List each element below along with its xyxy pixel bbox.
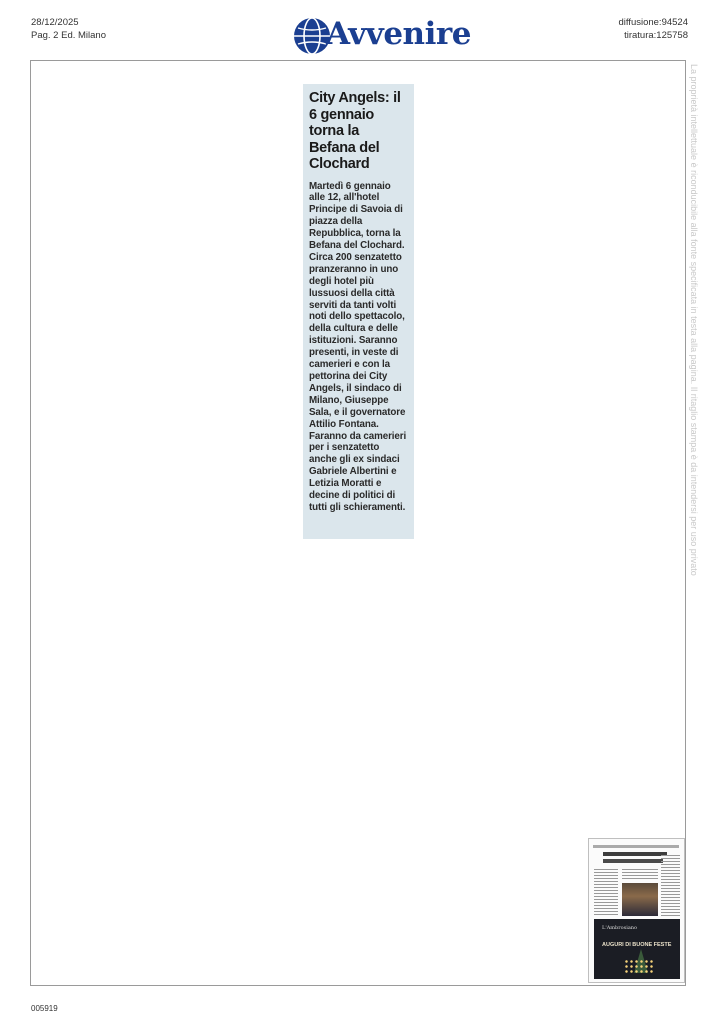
footer-code: 005919 [31, 1004, 58, 1013]
diffusione: diffusione:94524 [618, 17, 688, 28]
thumbnail-photo [622, 883, 658, 916]
avvenire-logo [292, 12, 471, 58]
header-left [31, 16, 106, 42]
article-title: City Angels: il 6 gennaio torna la Befana del Clochard [309, 90, 401, 172]
issue-date: 28/12/2025 [31, 17, 79, 28]
thumbnail-headline [603, 852, 667, 856]
article-clipping [303, 84, 414, 539]
advert-logo: L'Ambrosiano [602, 925, 638, 931]
thumbnail-column [594, 869, 618, 917]
page-info: Pag. 2 Ed. Milano [31, 30, 106, 41]
tiratura: tiratura:125758 [624, 30, 688, 41]
copyright-note: La proprietà intellettuale è riconducibile alla fonte specificata in testa alla pagina. Il ritaglio stampa è da intendersi per uso privato [689, 64, 699, 576]
thumbnail-masthead [593, 845, 679, 848]
header-right [618, 16, 688, 42]
thumbnail-column [622, 869, 658, 881]
advert-text: AUGURI DI BUONE FESTE [602, 942, 672, 948]
thumbnail-advert [594, 919, 680, 979]
article-body: Martedì 6 gennaio alle 12, all'hotel Principe di Savoia di piazza della Repubblica, torna la Befana del Clochard. Circa 200 senzatetto pranzeranno in uno degli hotel più lussuosi della città serviti da tanti volti noti dello spettacolo, della cultura e delle istituzioni. Saranno presenti, in veste di camerieri e con la pettorina dei City Angels, il sindaco di Milano, Giuseppe Sala, e il governatore Attilio Fontana. Faranno da camerieri per i senzatetto anche gli ex sindaci Gabriele Albertini e Letizia Moratti e decine di politici di tutti gli schieramenti. [309, 180, 407, 513]
lights-decoration [624, 959, 654, 973]
logo-text: Avvenire [326, 16, 471, 52]
thumbnail-headline [603, 859, 663, 863]
thumbnail-column [661, 855, 680, 917]
page-thumbnail [588, 838, 685, 983]
